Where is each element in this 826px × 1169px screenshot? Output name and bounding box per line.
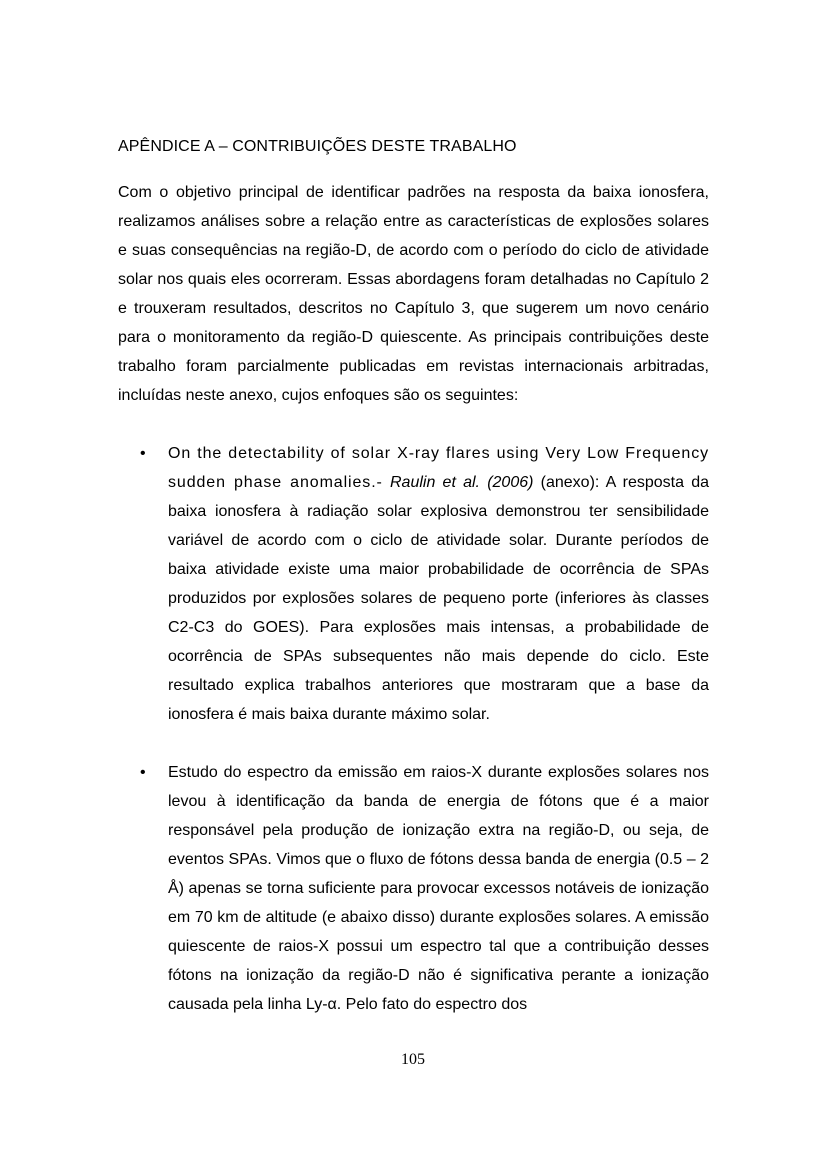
list-item-text: (anexo): A resposta da baixa ionosfera à radiação solar explosiva demonstrou ter sensibilidade variável de acordo com o ciclo de atividade solar. Durante períodos de baixa atividade existe uma maior probabilidade de ocorrência de SPAs produzidos por explosões solares de pequeno porte (inferiores às classes C2-C3 do GOES). Para explosões mais intensas, a probabilidade de ocorrência de SPAs subsequentes não mais depende do ciclo. Este resultado explica trabalhos anteriores que mostraram que a base da ionosfera é mais baixa durante máximo solar. xyxy=(168,474,710,723)
list-item xyxy=(118,439,709,729)
page-number: 105 xyxy=(401,1051,425,1068)
bullet-icon: • xyxy=(140,445,146,462)
bullet-icon: • xyxy=(140,764,146,781)
intro-paragraph: Com o objetivo principal de identificar padrões na resposta da baixa ionosfera, realizamos análises sobre a relação entre as características de explosões solares e suas consequências na região-D, de acordo com o período do ciclo de atividade solar nos quais eles ocorreram. Essas abordagens foram detalhadas no Capítulo 2 e trouxeram resultados, descritos no Capítulo 3, que sugerem um novo cenário para o monitoramento da região-D quiescente. As principais contribuições deste trabalho foram parcialmente publicadas em revistas internacionais arbitradas, incluídas neste anexo, cujos enfoques são os seguintes: xyxy=(118,184,709,404)
list-item xyxy=(118,758,709,1019)
appendix-heading: APÊNDICE A – CONTRIBUIÇÕES DESTE TRABALHO xyxy=(118,138,517,155)
paper-reference: Raulin et al. (2006) xyxy=(390,474,534,491)
list-item-text: Estudo do espectro da emissão em raios-X durante explosões solares nos levou à identificação da banda de energia de fótons que é a maior responsável pela produção de ionização extra na região-D, ou seja, de eventos SPAs. Vimos que o fluxo de fótons dessa banda de energia (0.5 – 2 Å) apenas se torna suficiente para provocar excessos notáveis de ionização em 70 km de altitude (e abaixo disso) durante explosões solares. A emissão quiescente de raios-X possui um espectro tal que a contribuição desses fótons na ionização da região-D não é significativa perante a ionização causada pela linha Ly-α. Pelo fato do espectro dos xyxy=(168,764,709,1013)
contributions-list xyxy=(118,439,709,1019)
paper-title: On the detectability of solar X-ray flares using Very Low Frequency sudden phase anomalies.- xyxy=(168,445,709,491)
